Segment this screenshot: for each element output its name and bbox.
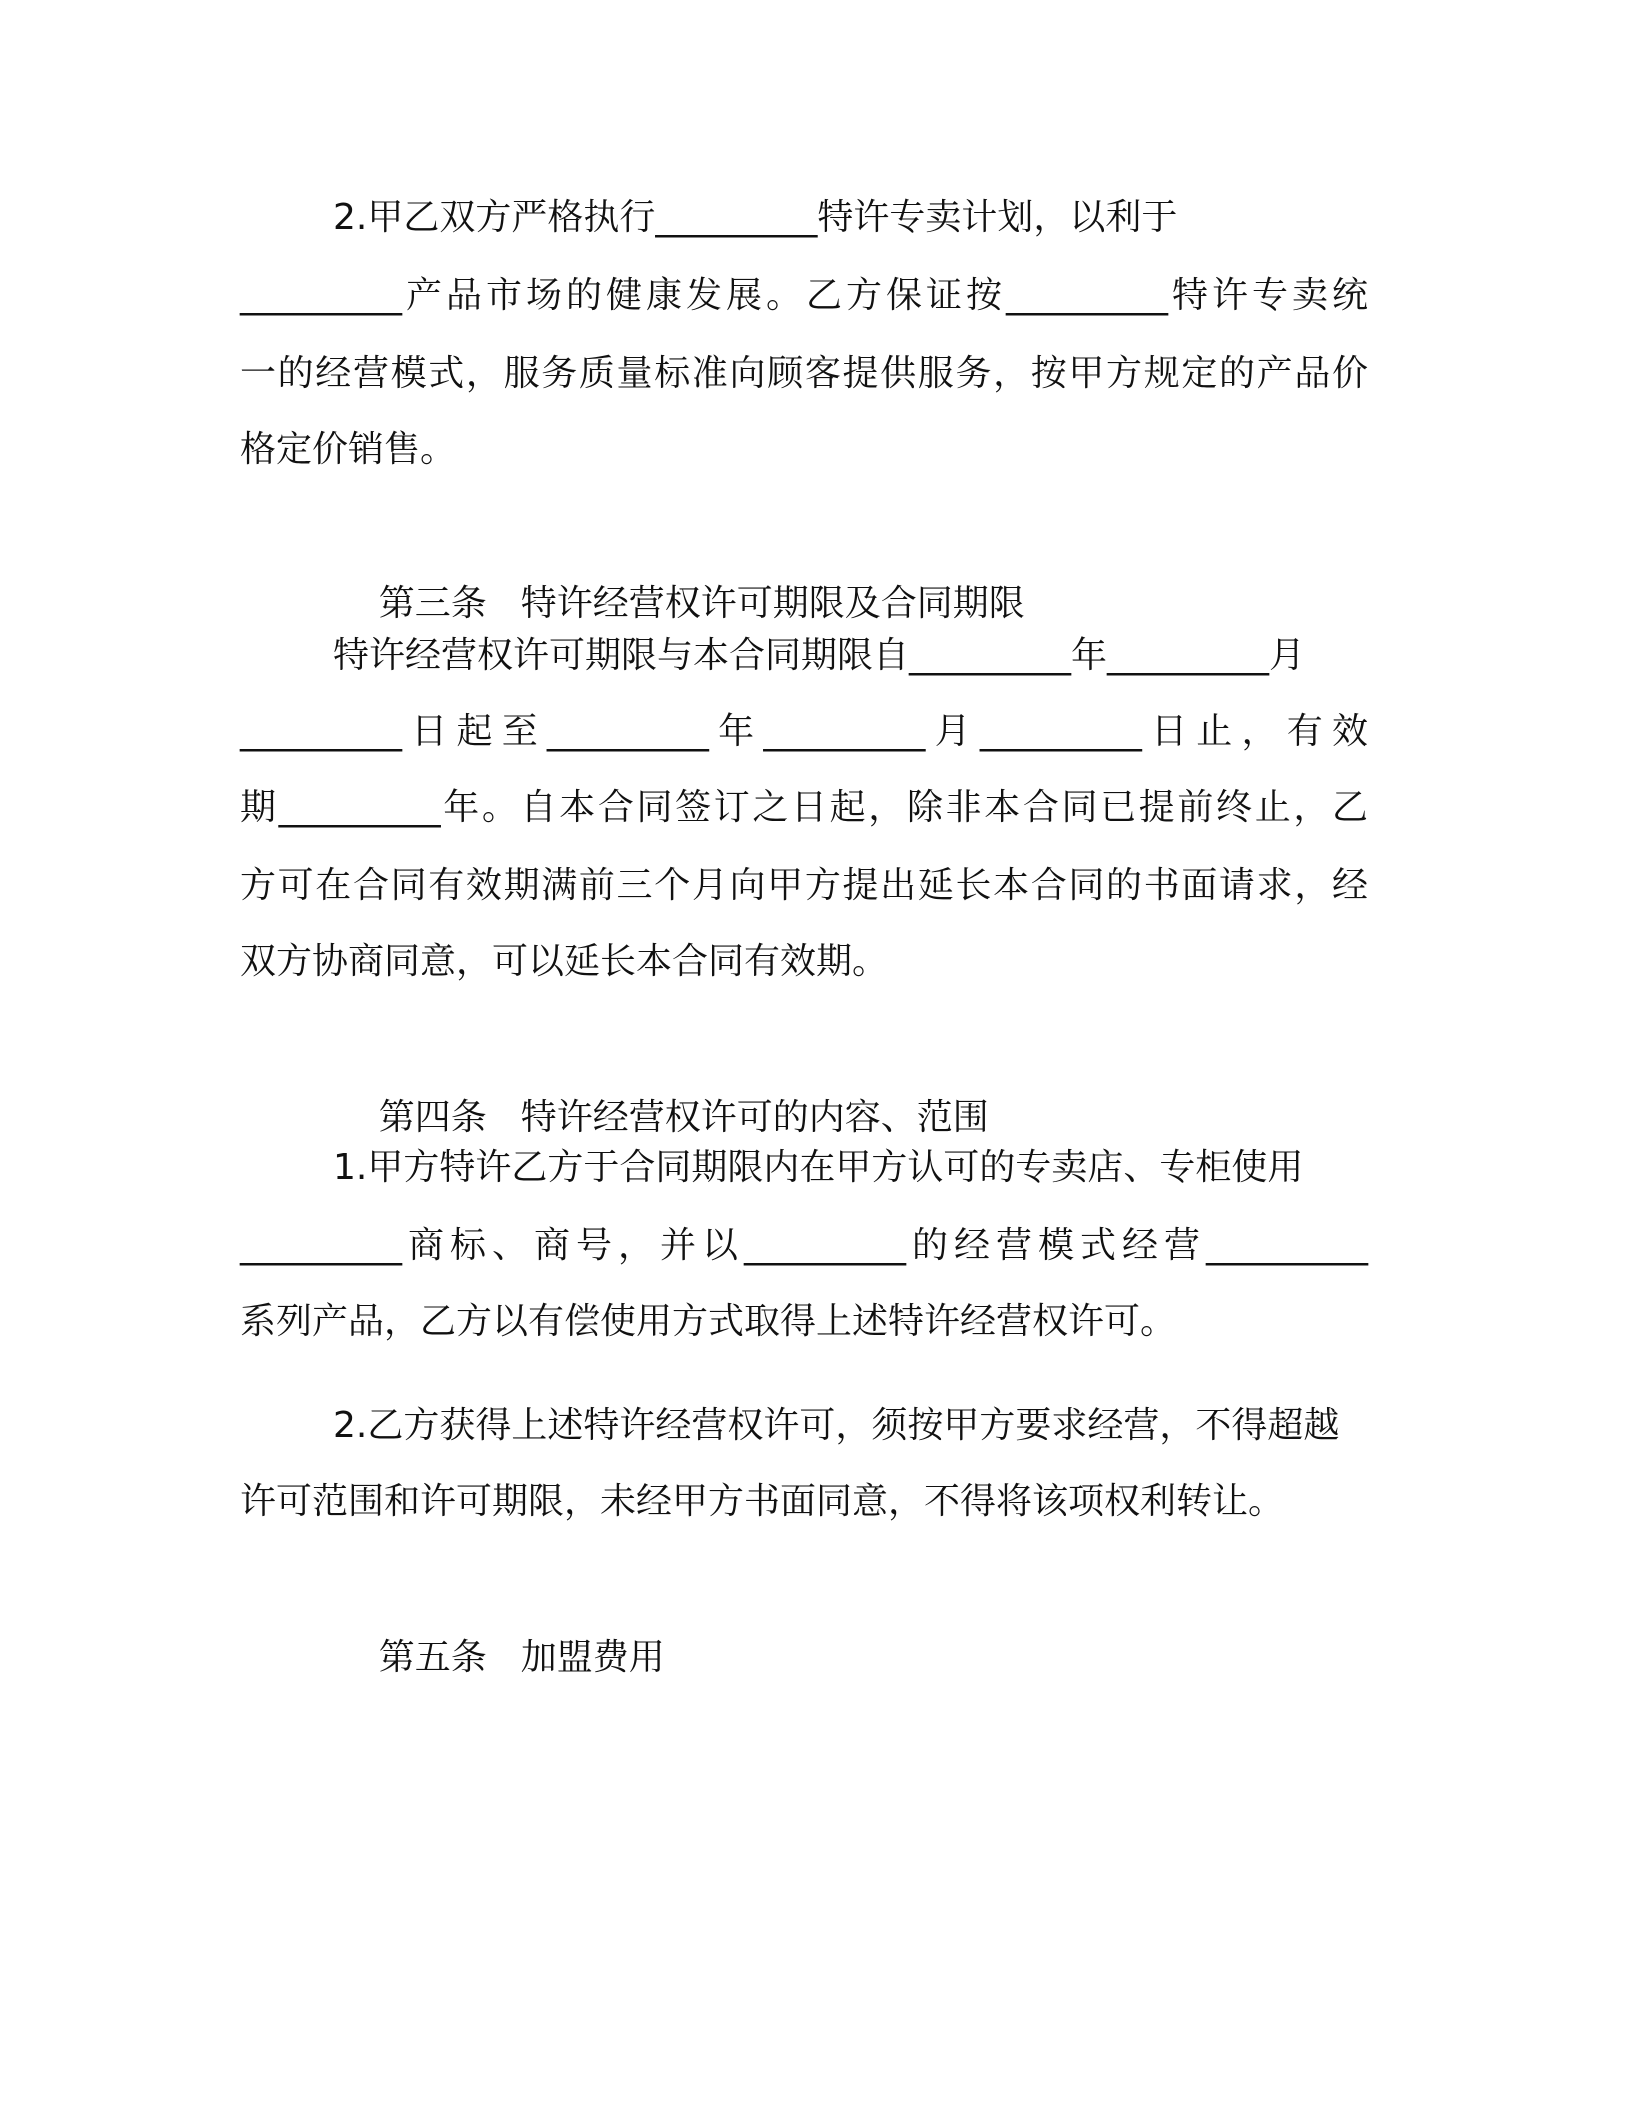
- article-heading: [333, 1040, 989, 1138]
- paragraph-line: 许可范围和许可期限，未经甲方书面同意，不得将该项权利转让。: [240, 1481, 1285, 1522]
- article-number: 第三条: [378, 583, 487, 624]
- paragraph-line: 2.甲乙双方严格执行_________特许专卖计划，以利于: [333, 197, 1178, 238]
- paragraph-line: _________商标、商号，并以_________的经营模式经营_________: [240, 1225, 1368, 1266]
- paragraph-line: 2.乙方获得上述特许经营权许可，须按甲方要求经营，不得超越: [333, 1405, 1340, 1446]
- article-title: 特许经营权许可的内容、范围: [520, 1097, 989, 1138]
- paragraph-line: 一的经营模式，服务质量标准向顾客提供服务，按甲方规定的产品价: [240, 353, 1368, 394]
- paragraph-line: 格定价销售。: [240, 429, 457, 470]
- article-heading: [333, 526, 1025, 624]
- paragraph-line: _________日起至_________年_________月_________日止，有效: [240, 711, 1368, 752]
- paragraph-line: 系列产品，乙方以有偿使用方式取得上述特许经营权许可。: [240, 1301, 1177, 1342]
- article-number: 第五条: [378, 1637, 487, 1678]
- paragraph-line: 期_________年。自本合同签订之日起，除非本合同已提前终止，乙: [240, 787, 1368, 828]
- article-number: 第四条: [378, 1097, 487, 1138]
- paragraph-line: 1.甲方特许乙方于合同期限内在甲方认可的专卖店、专柜使用: [333, 1147, 1304, 1188]
- article-heading: [333, 1580, 665, 1678]
- article-title: 加盟费用: [520, 1637, 665, 1678]
- paragraph-line: _________产品市场的健康发展。乙方保证按_________特许专卖统: [240, 275, 1368, 316]
- paragraph-line: 方可在合同有效期满前三个月向甲方提出延长本合同的书面请求，经: [240, 865, 1368, 906]
- article-title: 特许经营权许可期限及合同期限: [520, 583, 1025, 624]
- paragraph-line: 双方协商同意，可以延长本合同有效期。: [240, 941, 889, 982]
- paragraph-line: 特许经营权许可期限与本合同期限自_________年_________月: [333, 635, 1306, 676]
